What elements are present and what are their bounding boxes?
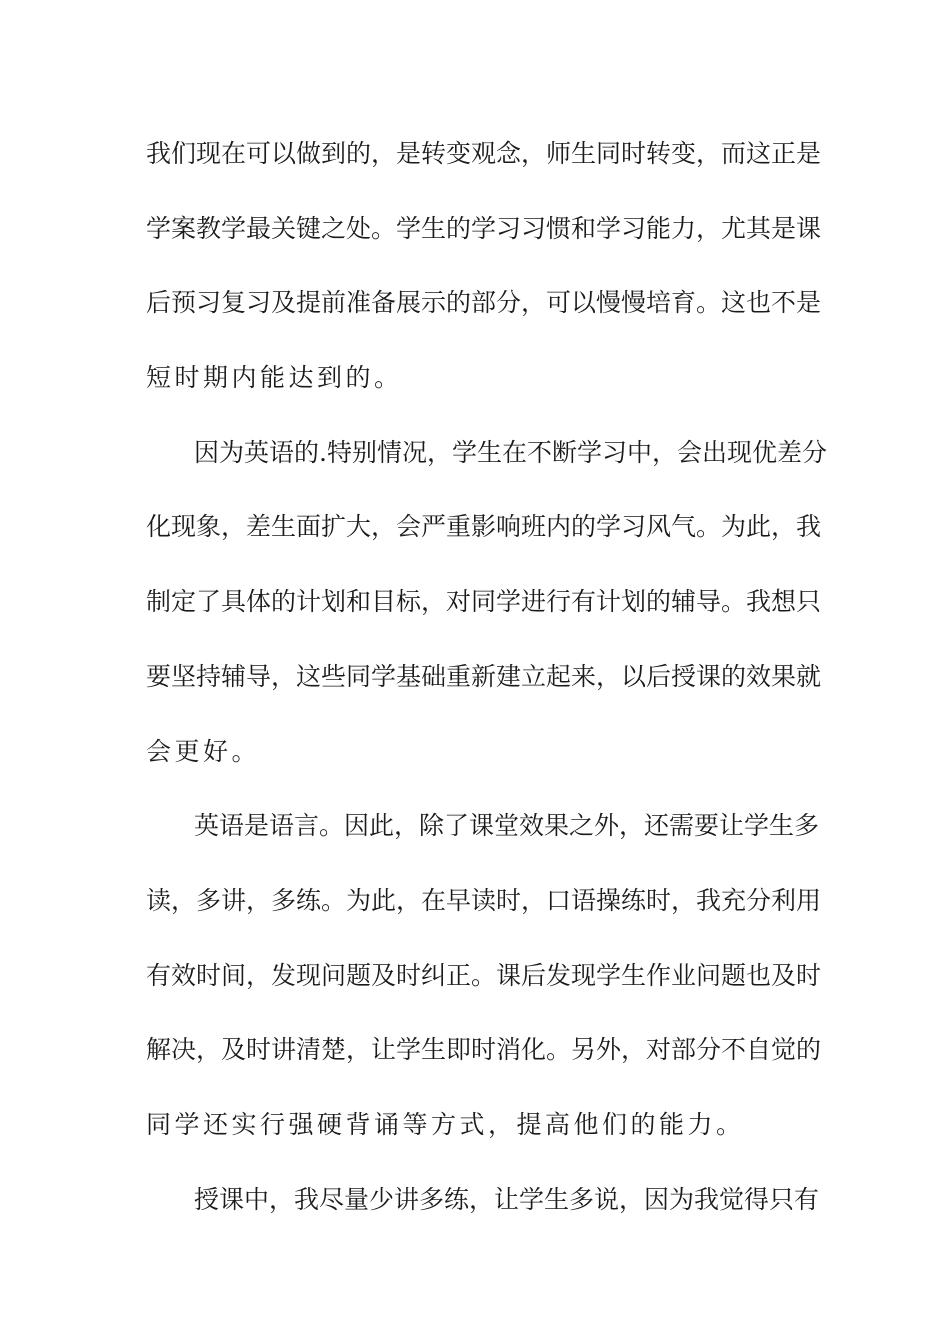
text-line: 我们现在可以做到的，是转变观念，师生同时转变，而这正是 (146, 139, 822, 168)
text-line: 解决，及时讲清楚，让学生即时消化。另外，对部分不自觉的 (146, 1035, 822, 1065)
text-line: 化现象，差生面扩大，会严重影响班内的学习风气。为此，我 (146, 512, 822, 542)
text-line: 学案教学最关键之处。学生的学习习惯和学习能力，尤其是课 (146, 213, 822, 243)
text-line: 有效时间，发现问题及时纠正。课后发现学生作业问题也及时 (146, 960, 822, 990)
text-line: 制定了具体的计划和目标，对同学进行有计划的辅导。我想只 (146, 587, 822, 617)
text-line: 读，多讲，多练。为此，在早读时，口语操练时，我充分利用 (146, 885, 822, 915)
body-text (146, 131, 827, 1251)
text-line: 授课中，我尽量少讲多练，让学生多说，因为我觉得只有 (194, 1184, 820, 1214)
text-line: 同学还实行强硬背诵等方式，提高他们的能力。 (146, 1109, 745, 1139)
text-line: 短时期内能达到的。 (146, 363, 403, 393)
text-line: 要坚持辅导，这些同学基础重新建立起来，以后授课的效果就 (146, 661, 822, 691)
text-line: 因为英语的.特别情况，学生在不断学习中，会出现优差分 (194, 437, 827, 467)
text-line: 英语是语言。因此，除了课堂效果之外，还需要让学生多 (194, 811, 820, 841)
text-line: 后预习复习及提前准备展示的部分，可以慢慢培育。这也不是 (146, 288, 822, 318)
text-line: 会更好。 (146, 736, 261, 766)
